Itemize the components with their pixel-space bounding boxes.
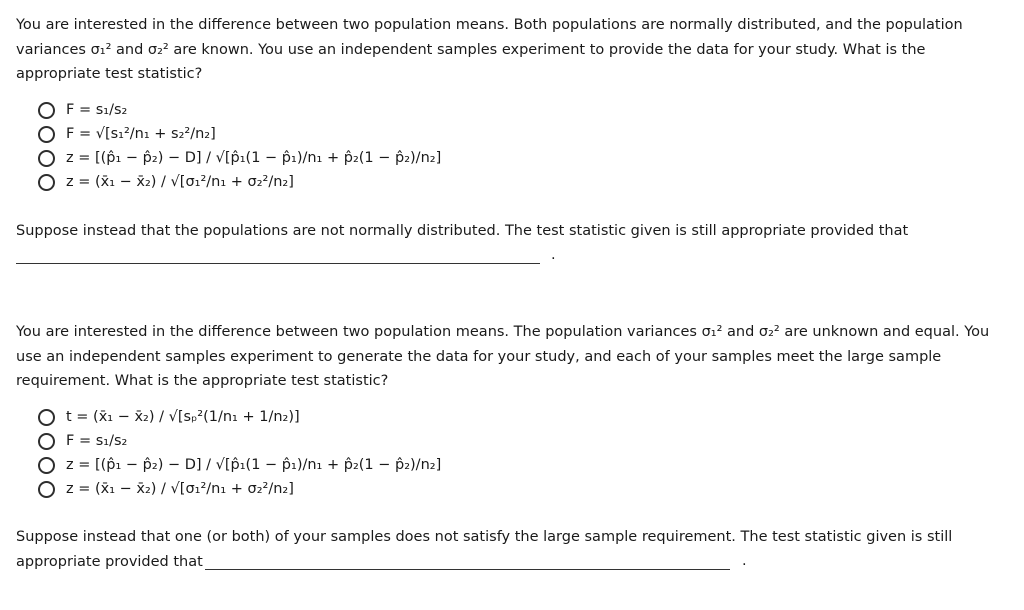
q1-option-1[interactable] <box>38 98 441 122</box>
radio-button[interactable] <box>38 481 55 498</box>
question-1-options <box>38 98 441 194</box>
option-label: z = [(p̂₁ − p̂₂) − D] / √[p̂₁(1 − p̂₁)/n₁ + p̂₂(1 − p̂₂)/n₂] <box>66 150 442 166</box>
answer-blank-1[interactable] <box>16 263 540 264</box>
q2-option-3[interactable] <box>38 453 441 477</box>
question-2-followup: Suppose instead that one (or both) of your samples does not satisfy the large sample requirement. The test statistic given is still appropriate provided that <box>16 529 953 570</box>
radio-button[interactable] <box>38 174 55 191</box>
option-label: z = (x̄₁ − x̄₂) / √[σ₁²/n₁ + σ₂²/n₂] <box>66 174 294 190</box>
option-label: z = [(p̂₁ − p̂₂) − D] / √[p̂₁(1 − p̂₁)/n₁ + p̂₂(1 − p̂₂)/n₂] <box>66 457 442 473</box>
radio-button[interactable] <box>38 457 55 474</box>
option-label: t = (x̄₁ − x̄₂) / √[sₚ²(1/n₁ + 1/n₂)] <box>66 409 300 425</box>
option-label: F = √[s₁²/n₁ + s₂²/n₂] <box>66 126 216 142</box>
q2-option-2[interactable] <box>38 429 441 453</box>
question-1-followup: Suppose instead that the populations are not normally distributed. The test statistic given is still appropriate provided that <box>16 223 909 239</box>
q2-option-1[interactable] <box>38 405 441 429</box>
question-2-text: You are interested in the difference between two population means. The population variances σ₁² and σ₂² are unknown and equal. You use an independent samples experiment to generate the data for your study, and each of your samples meet the large sample requirement. What is the appropriate test statistic? <box>16 324 990 389</box>
q1-option-2[interactable] <box>38 122 441 146</box>
q2-option-4[interactable] <box>38 477 441 501</box>
q1-option-3[interactable] <box>38 146 441 170</box>
period: . <box>742 553 747 569</box>
radio-button[interactable] <box>38 150 55 167</box>
option-label: F = s₁/s₂ <box>66 433 128 449</box>
question-1-text: You are interested in the difference between two population means. Both populations are normally distributed, and the population variances σ₁² and σ₂² are known. You use an independent samples experiment to provide the data for your study. What is the appropriate test statistic? <box>16 17 963 82</box>
option-label: F = s₁/s₂ <box>66 102 128 118</box>
question-2-options <box>38 405 441 501</box>
radio-button[interactable] <box>38 409 55 426</box>
radio-button[interactable] <box>38 102 55 119</box>
period: . <box>551 247 556 263</box>
radio-button[interactable] <box>38 433 55 450</box>
radio-button[interactable] <box>38 126 55 143</box>
answer-blank-2[interactable] <box>205 569 730 570</box>
q1-option-4[interactable] <box>38 170 441 194</box>
option-label: z = (x̄₁ − x̄₂) / √[σ₁²/n₁ + σ₂²/n₂] <box>66 481 294 497</box>
